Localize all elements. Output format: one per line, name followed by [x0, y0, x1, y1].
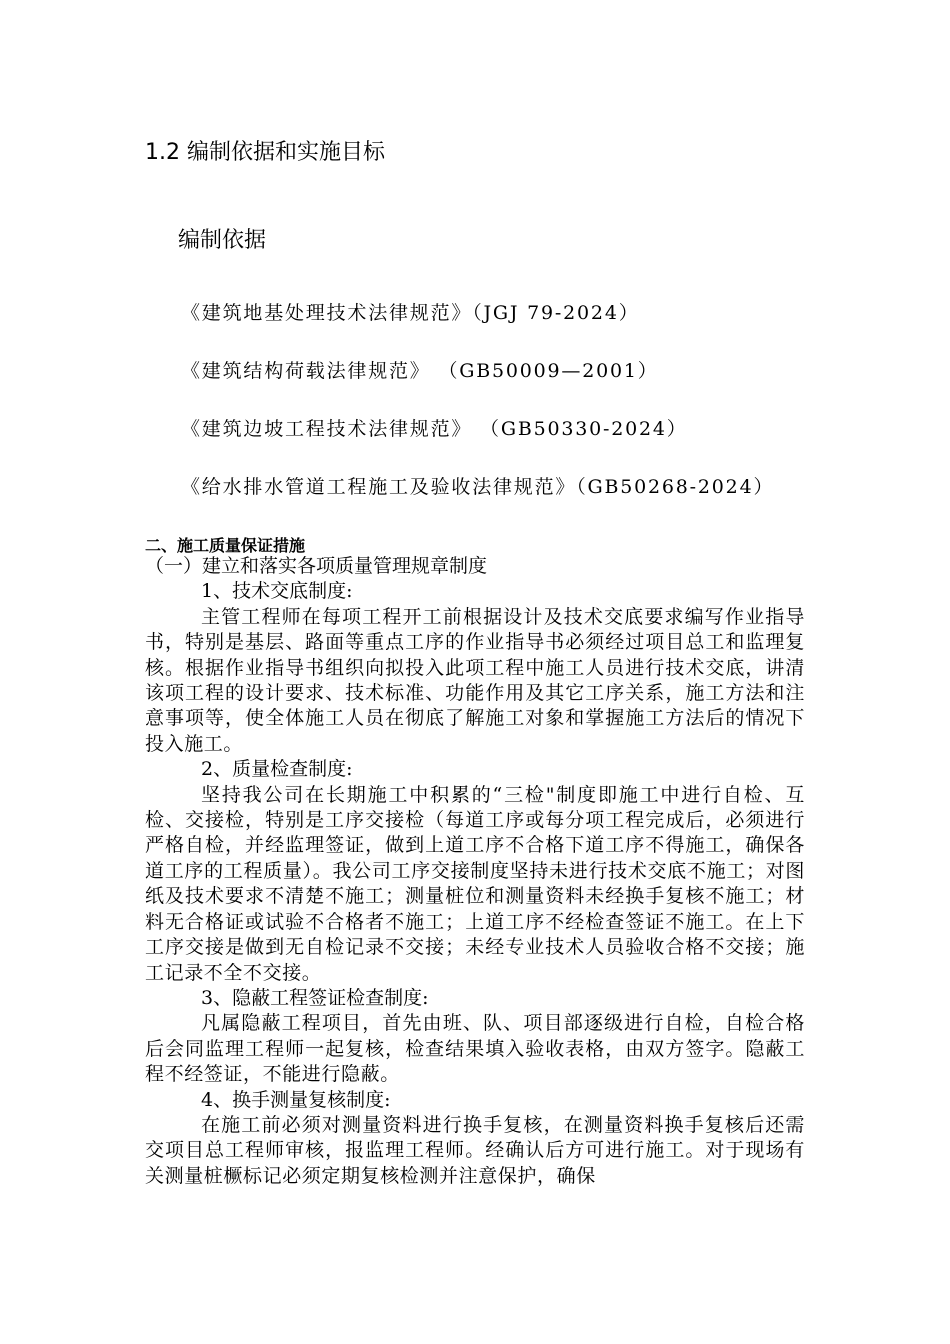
item-title: 4、换手测量复核制度:: [201, 1088, 391, 1111]
item-paragraph: 坚持我公司在长期施工中积累的“三检"制度即施工中进行自检、互检、交接检，特别是工序交接检（每道工序或每分项工程完成后，必须进行严格自检，并经监理签证，做到上道工序不合格下道工序不得施工，确保各道工序的工程质量）。我公司工序交接制度坚持未进行技术交底不施工；对图纸及技术要求不清楚不施工；测量桩位和测量资料未经换手复核不施工；材料无合格证或试验不合格者不施工；上道工序不经检查签证不施工。在上下工序交接是做到无自检记录不交接；未经专业技术人员验收合格不交接；施工记录不全不交接。: [145, 783, 805, 984]
item-title: 3、隐蔽工程签证检查制度:: [201, 986, 429, 1009]
reference-item: 《给水排水管道工程施工及验收法律规范》（GB50268-2024）: [181, 476, 775, 498]
item-paragraph: 凡属隐蔽工程项目，首先由班、队、项目部逐级进行自检，自检合格后会同监理工程师一起复核，检查结果填入验收表格，由双方签字。隐蔽工程不经签证，不能进行隐蔽。: [145, 1012, 805, 1086]
reference-item: 《建筑结构荷载法律规范》 （GB50009—2001）: [181, 360, 659, 382]
reference-item: 《建筑边坡工程技术法律规范》 （GB50330-2024）: [181, 418, 688, 440]
item-title: 1、技术交底制度:: [201, 580, 353, 603]
quality-section-title: 二、施工质量保证措施: [145, 536, 306, 555]
item-paragraph: 主管工程师在每项工程开工前根据设计及技术交底要求编写作业指导书，特别是基层、路面等重点工序的作业指导书必须经过项目总工和监理复核。根据作业指导书组织向拟投入此项工程中施工人员进行技术交底，讲清该项工程的设计要求、技术标准、功能作用及其它工序关系，施工方法和注意事项等，使全体施工人员在彻底了解施工对象和掌握施工方法后的情况下投入施工。: [145, 605, 805, 755]
subsection-title: （一）建立和落实各项质量管理规章制度: [145, 555, 488, 577]
item-title: 2、质量检查制度:: [201, 758, 353, 781]
subsection-heading: 编制依据: [178, 228, 267, 253]
section-heading: 1.2 编制依据和实施目标: [145, 140, 385, 165]
item-paragraph: 在施工前必须对测量资料进行换手复核，在测量资料换手复核后还需交项目总工程师审核，报监理工程师。经确认后方可进行施工。对于现场有关测量桩橛标记必须定期复核检测并注意保护，确保: [145, 1113, 805, 1187]
reference-item: 《建筑地基处理技术法律规范》（JGJ 79-2024）: [181, 302, 640, 324]
quality-section-body: [145, 554, 805, 1189]
